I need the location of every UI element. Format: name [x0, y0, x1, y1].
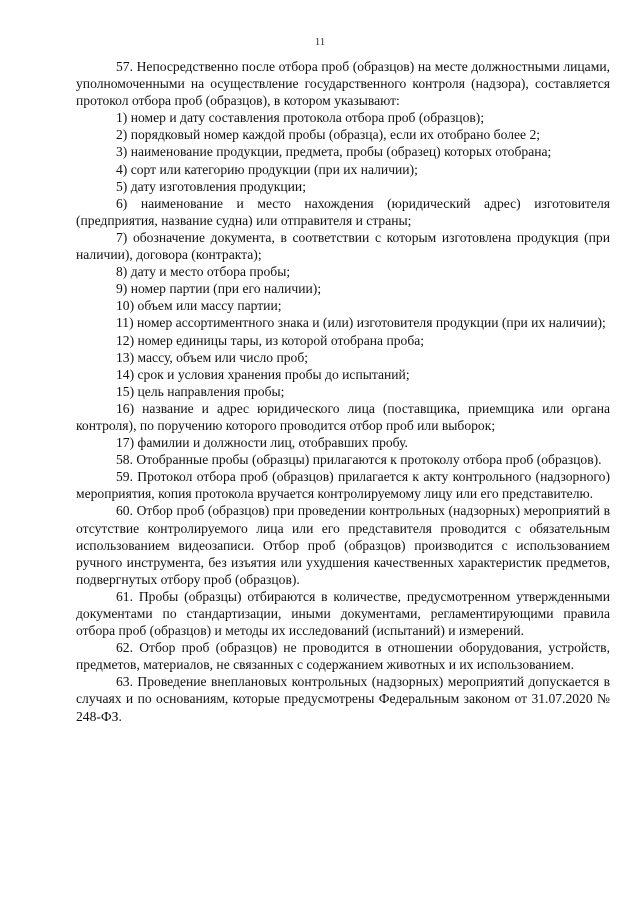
- list-item-10: 10) объем или массу партии;: [116, 298, 282, 314]
- list-item-5: 5) дату изготовления продукции;: [116, 178, 306, 194]
- list-item-16: 16) название и адрес юридического лица (поставщика, приемщика или органа контроля), по поручению которого проводится отбор проб или выборок;: [76, 400, 610, 433]
- list-item-12: 12) номер единицы тары, из которой отобрана проба;: [116, 332, 425, 348]
- paragraph-59: 59. Протокол отбора проб (образцов) прилагается к акту контрольного (надзорного) мероприятия, копия протокола вручается контролируемому лицу или его представителю.: [76, 469, 610, 502]
- document-body: [76, 58, 610, 725]
- list-item-8: 8) дату и место отбора пробы;: [116, 264, 291, 280]
- list-item-3: 3) наименование продукции, предмета, пробы (образец) которых отобрана;: [116, 144, 552, 160]
- paragraph-57: 57. Непосредственно после отбора проб (образцов) на месте должностными лицами, уполномоченными на осуществление государственного контроля (надзора), составляется протокол отбора проб (образцов), в котором указывают:: [76, 59, 610, 109]
- list-item-4: 4) сорт или категорию продукции (при их наличии);: [116, 161, 418, 177]
- paragraph-61: 61. Пробы (образцы) отбираются в количестве, предусмотренном утвержденными документами по стандартизации, иными документами, регламентирующими правила отбора проб (образцов) и методы их исследований (испытаний) и измерений.: [76, 588, 610, 639]
- paragraph-60: 60. Отбор проб (образцов) при проведении контрольных (надзорных) мероприятий в отсутствие контролируемого лица или его представителя проводится с обязательным использованием видеозаписи. Отбор проб (образцов) производится с использованием ручного инструмента, без изъятия или ухудшения качественных характеристик предметов, подвергнутых отбору проб (образцов).: [76, 503, 610, 587]
- list-item-7: 7) обозначение документа, в соответствии с которым изготовлена продукция (при наличии), договора (контракта);: [76, 229, 610, 263]
- list-item-11: 11) номер ассортиментного знака и (или) изготовителя продукции (при их наличии);: [116, 315, 606, 331]
- paragraph-58: 58. Отобранные пробы (образцы) прилагаются к протоколу отбора проб (образцов).: [116, 452, 602, 468]
- paragraph-62: 62. Отбор проб (образцов) не проводится в отношении оборудования, устройств, предметов, материалов, не связанных с содержанием животных и их использованием.: [76, 640, 610, 673]
- list-item-6: 6) наименование и место нахождения (юридический адрес) изготовителя (предприятия, название судна) или отправителя и страны;: [76, 195, 610, 228]
- list-item-1: 1) номер и дату составления протокола отбора проб (образцов);: [116, 110, 485, 126]
- list-item-9: 9) номер партии (при его наличии);: [116, 281, 322, 297]
- list-item-2: 2) порядковый номер каждой пробы (образца), если их отобрано более 2;: [116, 127, 541, 143]
- list-item-15: 15) цель направления пробы;: [116, 383, 285, 399]
- paragraph-63: 63. Проведение внеплановых контрольных (надзорных) мероприятий допускается в случаях и по основаниям, которые предусмотрены Федеральным законом от 31.07.2020 № 248-ФЗ.: [76, 674, 610, 724]
- list-item-13: 13) массу, объем или число проб;: [116, 349, 309, 365]
- list-item-17: 17) фамилии и должности лиц, отобравших пробу.: [116, 435, 408, 451]
- list-item-14: 14) срок и условия хранения пробы до испытаний;: [116, 366, 410, 382]
- page-number: 11: [314, 36, 326, 48]
